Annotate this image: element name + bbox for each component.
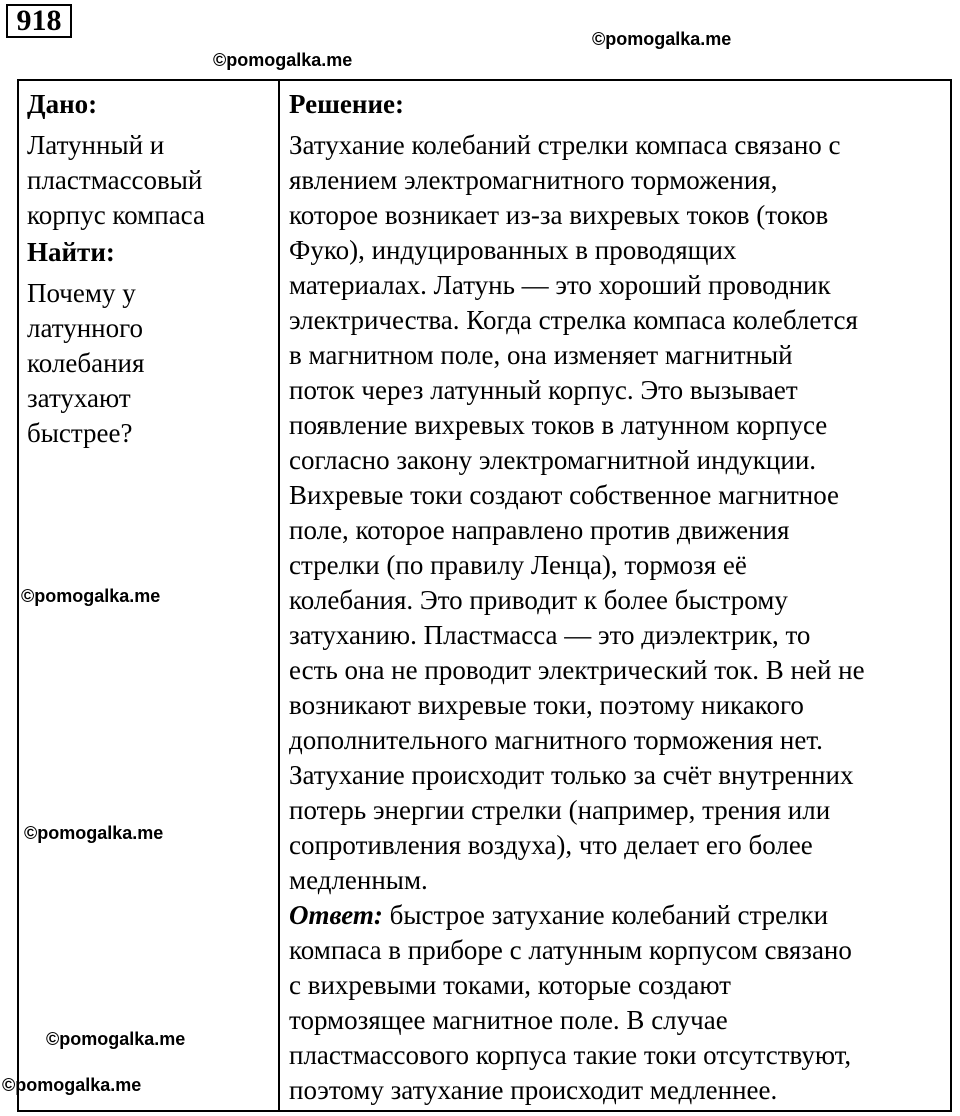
solution-line: явлением электромагнитного торможения, xyxy=(289,165,778,195)
solution-line: в магнитном поле, она изменяет магнитный xyxy=(289,340,793,370)
watermark: ©pomogalka.me xyxy=(592,29,732,49)
solution-line: которое возникает из-за вихревых токов (токов xyxy=(289,200,829,230)
answer-text-block xyxy=(289,933,951,1108)
answer-line: тормозящее магнитное поле. В случае xyxy=(289,1005,728,1035)
find-line: латунного xyxy=(27,313,144,343)
solution-line: стрелки (по правилу Ленца), тормозя её xyxy=(289,550,747,580)
answer-line: с вихревыми токами, которые создают xyxy=(289,970,731,1000)
watermark: ©pomogalka.me xyxy=(21,586,161,606)
solution-line: электричества. Когда стрелка компаса колеблется xyxy=(289,305,858,335)
solution-line: дополнительного магнитного торможения нет. xyxy=(289,725,823,755)
solution-line: затуханию. Пластмасса — это диэлектрик, то xyxy=(289,620,811,650)
task-number: 918 xyxy=(6,4,72,38)
solution-line: согласно закону электромагнитной индукции. xyxy=(289,445,817,475)
watermark: ©pomogalka.me xyxy=(213,50,353,70)
column-divider xyxy=(278,81,280,1110)
answer-line: поэтому затухание происходит медленнее. xyxy=(289,1075,778,1105)
find-heading: Найти: xyxy=(27,237,115,267)
answer-line: компаса в приборе с латунным корпусом связано xyxy=(289,935,852,965)
answer-line xyxy=(289,898,951,933)
watermark: ©pomogalka.me xyxy=(46,1029,186,1049)
solution-line: колебания. Это приводит к более быстрому xyxy=(289,585,788,615)
find-line: затухают xyxy=(27,383,131,413)
solution-line: есть она не проводит электрический ток. В ней не xyxy=(289,655,865,685)
solution-line: потерь энергии стрелки (например, трения или xyxy=(289,795,831,825)
solution-line: возникают вихревые токи, поэтому никакого xyxy=(289,690,804,720)
given-line: пластмассовый xyxy=(27,165,203,195)
answer-line: пластмассового корпуса такие токи отсутствуют, xyxy=(289,1040,852,1070)
solution-line: поле, которое направлено против движения xyxy=(289,515,790,545)
solution-line: Фуко), индуцированных в проводящих xyxy=(289,235,737,265)
solution-line: Вихревые токи создают собственное магнитное xyxy=(289,480,840,510)
answer-text: быстрое затухание колебаний стрелки xyxy=(382,900,829,930)
solution-line: сопротивления воздуха), что делает его более xyxy=(289,830,813,860)
given-line: Латунный и xyxy=(27,130,165,160)
solution-line: поток через латунный корпус. Это вызывает xyxy=(289,375,798,405)
given-column xyxy=(27,87,272,451)
find-line: колебания xyxy=(27,348,145,378)
solution-line: появление вихревых токов в латунном корпусе xyxy=(289,410,828,440)
watermark: ©pomogalka.me xyxy=(24,823,164,843)
solution-line: Затухание колебаний стрелки компаса связано с xyxy=(289,130,841,160)
answer-label: Ответ: xyxy=(289,900,383,930)
solution-column xyxy=(289,87,951,1108)
solution-line: медленным. xyxy=(289,865,428,895)
find-line: быстрее? xyxy=(27,418,133,448)
solution-text xyxy=(289,128,951,898)
watermark: ©pomogalka.me xyxy=(2,1075,142,1095)
find-line: Почему у xyxy=(27,278,136,308)
solution-line: Затухание происходит только за счёт внутренних xyxy=(289,760,854,790)
given-line: корпус компаса xyxy=(27,200,205,230)
solution-heading: Решение: xyxy=(289,89,404,119)
solution-line: материалах. Латунь — это хороший проводник xyxy=(289,270,831,300)
given-heading: Дано: xyxy=(27,89,98,119)
